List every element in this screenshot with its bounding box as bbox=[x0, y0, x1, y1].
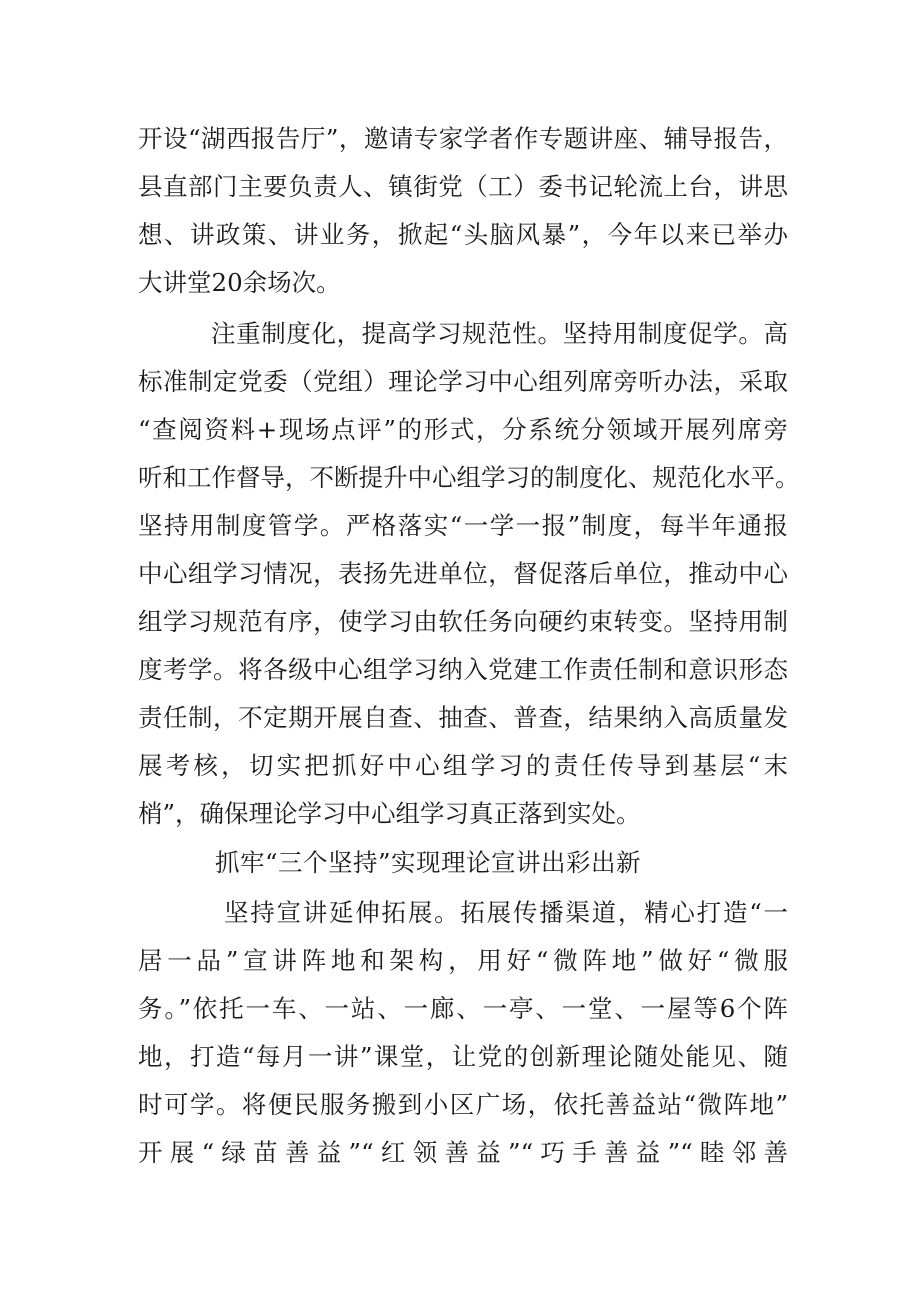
paragraph2-line-2: 标准制定党委（党组）理论学习中心组列席旁听办法，采取 bbox=[138, 367, 788, 396]
paragraph1-line-4: 大讲堂20余场次。 bbox=[138, 268, 341, 297]
paragraph3-line-1: 坚持宣讲延伸拓展。拓展传播渠道，精心打造“一 bbox=[224, 898, 788, 927]
paragraph2-line-11: 梢”，确保理论学习中心组学习真正落到实处。 bbox=[138, 799, 641, 828]
paragraph2-line-7: 组学习规范有序，使学习由软任务向硬约束转变。坚持用制 bbox=[138, 607, 788, 636]
section-heading: 抓牢“三个坚持”实现理论宣讲出彩出新 bbox=[215, 848, 642, 877]
paragraph2-line-3: “查阅资料+现场点评”的形式，分系统分领域开展列席旁 bbox=[138, 415, 788, 444]
paragraph2-line-5: 坚持用制度管学。严格落实“一学一报”制度，每半年通报 bbox=[138, 511, 788, 540]
paragraph3-line-5: 时可学。将便民服务搬到小区广场，依托善益站“微阵地” bbox=[138, 1090, 788, 1119]
paragraph1-line-1: 开设“湖西报告厅”，邀请专家学者作专题讲座、辅导报告， bbox=[138, 124, 788, 153]
paragraph3-line-3: 务。”依托一车、一站、一廊、一亭、一堂、一屋等6个阵 bbox=[138, 994, 788, 1023]
paragraph2-line-10: 展考核，切实把抓好中心组学习的责任传导到基层“末 bbox=[138, 751, 788, 780]
paragraph3-line-6: 开展“绿苗善益”“红领善益”“巧手善益”“睦邻善 bbox=[138, 1138, 788, 1167]
paragraph2-line-4: 听和工作督导，不断提升中心组学习的制度化、规范化水平。 bbox=[138, 463, 800, 492]
paragraph2-line-8: 度考学。将各级中心组学习纳入党建工作责任制和意识形态 bbox=[138, 655, 788, 684]
paragraph3-line-2: 居一品”宣讲阵地和架构，用好“微阵地”做好“微服 bbox=[138, 946, 788, 975]
paragraph1-line-3: 想、讲政策、讲业务，掀起“头脑风暴”，今年以来已举办 bbox=[138, 220, 788, 249]
paragraph2-line-9: 责任制，不定期开展自查、抽查、普查，结果纳入高质量发 bbox=[138, 703, 788, 732]
paragraph3-line-4: 地，打造“每月一讲”课堂，让党的创新理论随处能见、随 bbox=[138, 1042, 788, 1071]
paragraph1-line-2: 县直部门主要负责人、镇街党（工）委书记轮流上台，讲思 bbox=[138, 172, 788, 201]
paragraph2-line-1: 注重制度化，提高学习规范性。坚持用制度促学。高 bbox=[211, 319, 788, 348]
paragraph2-line-6: 中心组学习情况，表扬先进单位，督促落后单位，推动中心 bbox=[138, 559, 788, 588]
